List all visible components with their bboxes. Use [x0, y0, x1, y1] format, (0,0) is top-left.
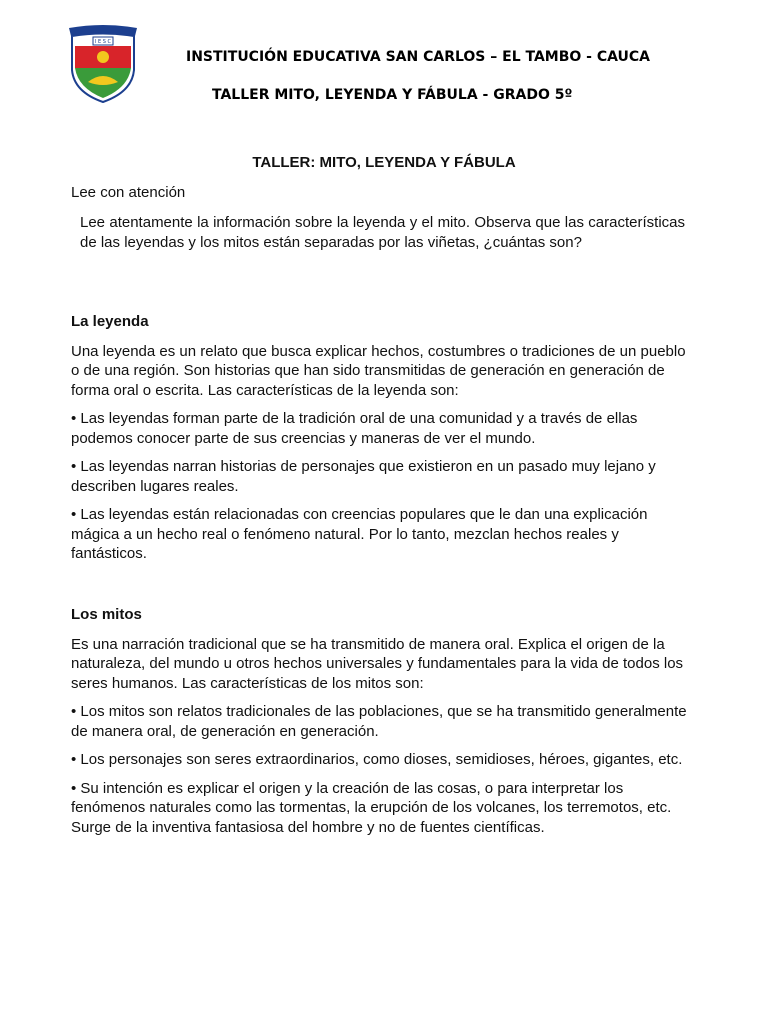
intro-text: Lee con atención	[71, 184, 186, 201]
instruction-paragraph: Lee atentamente la información sobre la leyenda y el mito. Observa que las características de las leyendas y los mitos están separadas por las viñetas, ¿cuántas son?	[80, 214, 685, 251]
bullet-item: • Los personajes son seres extraordinarios, como dioses, semidioses, héroes, gigantes, etc.	[71, 751, 683, 768]
bullet-item: • Su intención es explicar el origen y la creación de las cosas, o para interpretar los fenómenos naturales como las tormentas, la erupción de los volcanes, los terremotos, etc. Surge de la inventiva fantasiosa del hombre y no de fuentes científicas.	[71, 779, 672, 836]
page-title: TALLER: MITO, LEYENDA Y FÁBULA	[252, 154, 516, 171]
school-shield-logo	[66, 22, 140, 104]
bullet-item: • Las leyendas narran historias de personajes que existieron en un pasado muy lejano y describen lugares reales.	[71, 458, 656, 495]
section-mitos	[71, 605, 693, 846]
section-heading: La leyenda	[71, 313, 149, 330]
section-leyenda	[71, 312, 693, 573]
logo-text: I E S C	[94, 39, 112, 45]
bullet-item: • Las leyendas forman parte de la tradición oral de una comunidad y a través de ellas podemos conocer parte de sus creencias y maneras de ver el mundo.	[71, 410, 638, 447]
bullet-item: • Los mitos son relatos tradicionales de las poblaciones, que se ha transmitido generalmente de manera oral, de generación en generación.	[71, 703, 687, 740]
bullet-item: • Las leyendas están relacionadas con creencias populares que le dan una explicación mágica a un hecho real o fenómeno natural. Por lo tanto, mezclan hechos reales y fantásticos.	[71, 506, 648, 562]
section-heading: Los mitos	[71, 606, 142, 623]
section-definition: Es una narración tradicional que se ha transmitido de manera oral. Explica el origen de la naturaleza, del mundo u otros hechos universales y fundamentales para la vida de todos los seres humanos. Las características de los mitos son:	[71, 635, 684, 692]
workshop-grade-line: TALLER MITO, LEYENDA Y FÁBULA - GRADO 5º	[212, 87, 573, 103]
section-definition: Una leyenda es un relato que busca explicar hechos, costumbres o tradiciones de un pueblo o de una región. Son historias que han sido transmitidas de generación en generación de forma oral o escrita. Las características de la leyenda son:	[71, 342, 686, 399]
institution-name: INSTITUCIÓN EDUCATIVA SAN CARLOS – EL TAMBO - CAUCA	[186, 49, 651, 65]
